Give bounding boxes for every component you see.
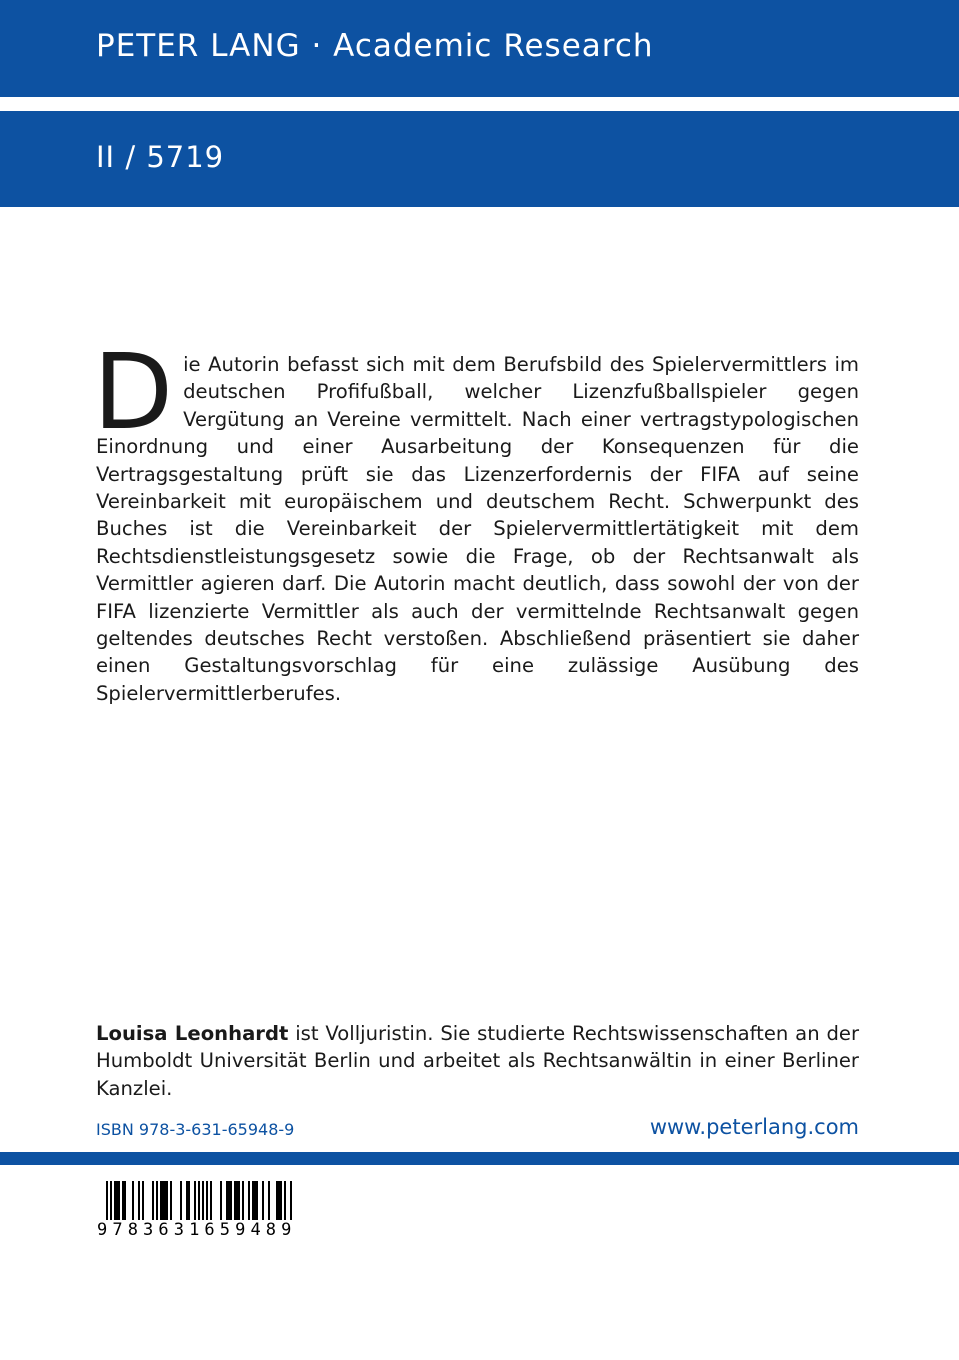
barcode-digit: 3 xyxy=(173,1220,188,1240)
barcode-digit: 6 xyxy=(158,1220,172,1240)
barcode-digit: 1 xyxy=(189,1220,203,1240)
author-bio xyxy=(96,1020,859,1102)
barcode-digit: 9 xyxy=(235,1220,249,1240)
publisher-title: PETER LANG · Academic Research xyxy=(96,28,654,64)
barcode-digit: 4 xyxy=(250,1220,264,1240)
website-link[interactable]: www.peterlang.com xyxy=(649,1115,859,1139)
barcode-digit: 9 xyxy=(281,1220,295,1240)
barcode-digit: 3 xyxy=(143,1220,157,1240)
blurb-text: ie Autorin befasst sich mit dem Berufsbild des Spielervermittlers im deutschen Profifußball, welcher Lizenzfußballspieler gegen Vergütung an Vereine vermittelt. Nach einer vertragstypologischen Einordnung und einer Ausarbeitung der Konsequenzen für die Vertragsgestaltung prüft sie das Lizenzerfordernis der FIFA auf seine Vereinbarkeit mit europäischem und deutschem Recht. Schwerpunkt des Buches ist die Vereinbarkeit der Spielervermittlertätigkeit mit dem Rechtsdienstleistungsgesetz sowie die Frage, ob der Rechtsanwalt als Vermittler agieren darf. Die Autorin macht deutlich, dass sowohl der von der FIFA lizenzierte Vermittler als auch der vermittelnde Rechtsanwalt gegen geltendes deutsches Recht verstoßen. Abschließend präsentiert sie daher einen Gestaltungsvorschlag für eine zulässige Ausübung des Spielervermittlerberufes. xyxy=(96,353,859,705)
barcode-digit: 5 xyxy=(219,1220,234,1240)
isbn-label: ISBN 978-3-631-65948-9 xyxy=(96,1120,295,1139)
barcode-digit: 8 xyxy=(127,1220,142,1240)
barcode-digit: 8 xyxy=(265,1220,280,1240)
drop-cap: D xyxy=(93,331,174,453)
series-number: II / 5719 xyxy=(96,140,225,174)
barcode-digit: 7 xyxy=(112,1220,126,1240)
barcode-digits xyxy=(96,1220,295,1240)
barcode-digit: 6 xyxy=(204,1220,218,1240)
book-blurb xyxy=(93,331,859,707)
author-bio-text: ist Volljuristin. Sie studierte Rechtswissenschaften an der Humboldt Universität Berlin und arbeitet als Rechtsanwältin in einer Berliner Kanzlei. xyxy=(96,1022,860,1100)
barcode-digit: 9 xyxy=(97,1220,111,1240)
footer-rule xyxy=(0,1152,959,1165)
author-name: Louisa Leonhardt xyxy=(96,1022,289,1045)
